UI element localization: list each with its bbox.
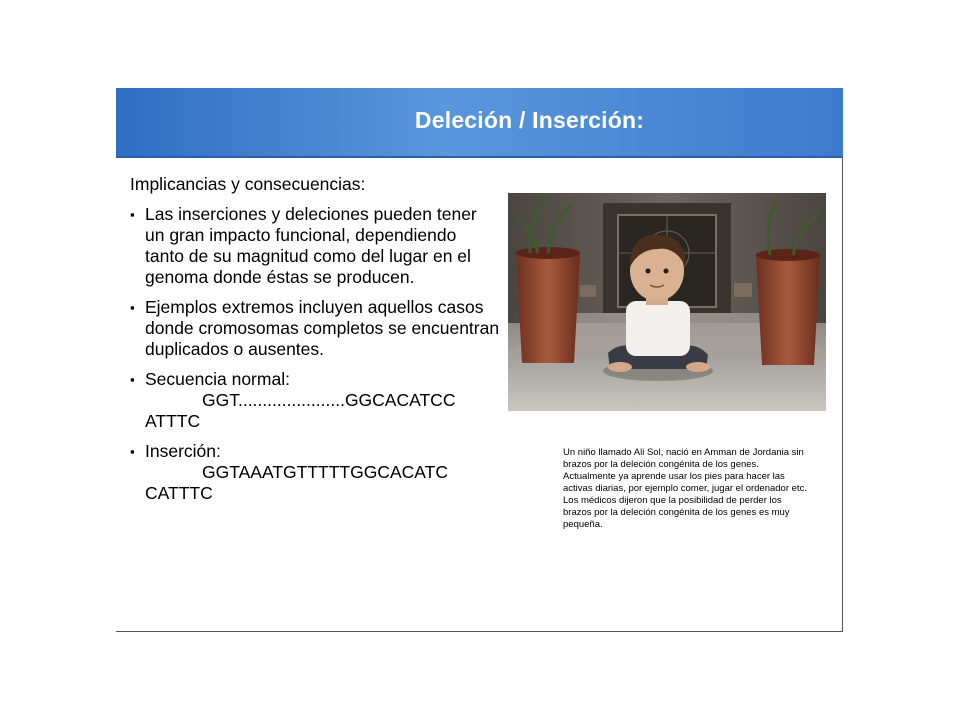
insertion-sequence-label: Inserción: — [145, 441, 221, 461]
bullet-text: Ejemplos extremos incluyen aquellos casos donde cromosomas completos se encuentran duplicados o ausentes. — [145, 297, 500, 359]
bullet-item-normal-sequence — [130, 369, 500, 432]
bullet-item — [130, 204, 500, 288]
bullet-marker: ▪ — [130, 207, 135, 222]
normal-sequence-label: Secuencia normal: — [145, 369, 290, 389]
bullet-item-insertion-sequence — [130, 441, 500, 504]
slide-title: Deleción / Inserción: — [414, 107, 645, 133]
bullet-item — [130, 297, 500, 360]
intro-text: Implicancias y consecuencias: — [130, 174, 366, 194]
bullet-marker: ▪ — [130, 444, 135, 459]
photo-illustration — [508, 193, 826, 411]
insertion-sequence-line1: GGTAAATGTTTTTGGCACATC — [202, 462, 448, 482]
insertion-sequence-line2: CATTTC — [145, 483, 213, 503]
bullet-marker: ▪ — [130, 300, 135, 315]
body-text — [130, 174, 500, 513]
bullet-marker: ▪ — [130, 372, 135, 387]
photo-child — [508, 193, 826, 411]
slide — [116, 88, 843, 632]
normal-sequence-line2: ATTTC — [145, 411, 201, 431]
bullet-text: Las inserciones y deleciones pueden tener un gran impacto funcional, dependiendo tanto de su magnitud como del lugar en el genoma donde éstas se producen. — [145, 204, 477, 287]
photo-caption: Un niño llamado Ali Sol, nació en Amman de Jordania sin brazos por la deleción congénita de los genes. Actualmente ya aprende usar los pies para hacer las activas diarias, por ejemplo comer, jugar el ordenador etc. Los médicos dijeron que la posibilidad de perder los brazos por la deleción congénita de los genes es muy pequeña. — [563, 447, 807, 530]
normal-sequence-line1: GGT......................GGCACATCC — [202, 390, 456, 410]
slide-header — [116, 88, 843, 158]
